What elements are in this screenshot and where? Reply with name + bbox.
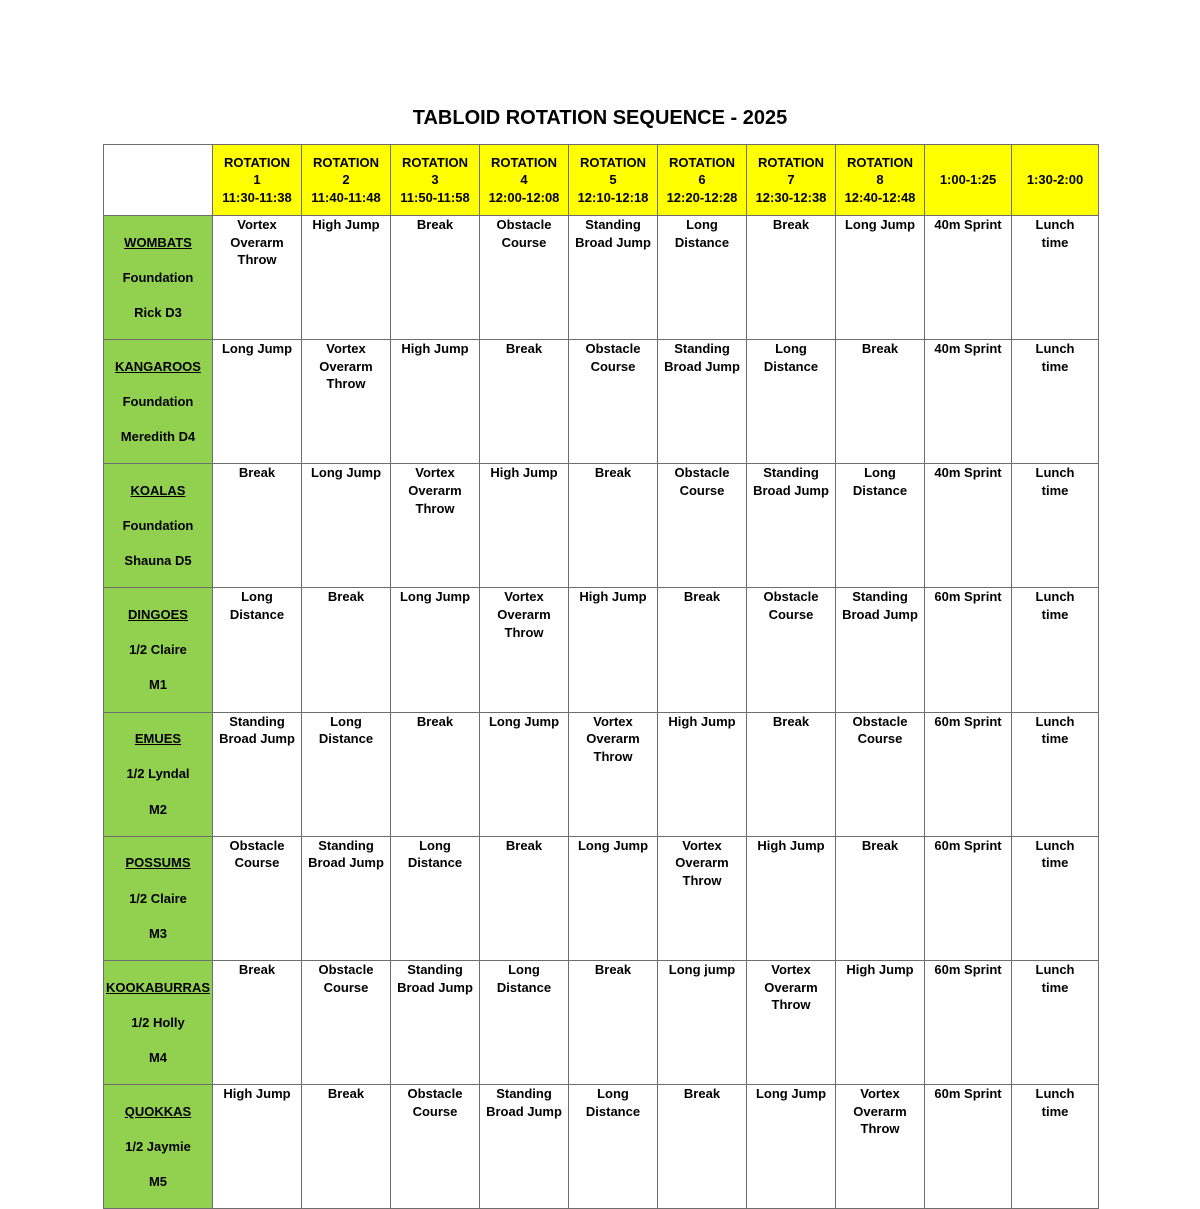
activity-cell: Long Distance — [836, 464, 925, 588]
activity-cell: Break — [836, 340, 925, 464]
activity-cell: Vortex Overarm Throw — [658, 836, 747, 960]
activity-cell: Obstacle Course — [658, 464, 747, 588]
lunch-cell: Lunch time — [1012, 216, 1099, 340]
activity-cell: Long Jump — [480, 712, 569, 836]
table-row — [104, 340, 1099, 464]
activity-cell: High Jump — [391, 340, 480, 464]
activity-cell: High Jump — [302, 216, 391, 340]
activity-cell: Break — [213, 960, 302, 1084]
sprint-cell: 60m Sprint — [925, 1085, 1012, 1209]
activity-cell: Break — [302, 1085, 391, 1209]
activity-cell: Break — [658, 588, 747, 712]
lunch-cell: Lunch time — [1012, 1085, 1099, 1209]
activity-cell: Obstacle Course — [569, 340, 658, 464]
team-name: WOMBATS — [124, 234, 192, 250]
team-teacher: M5 — [148, 1174, 168, 1190]
team-name: KOALAS — [130, 482, 186, 498]
sprint-cell: 40m Sprint — [925, 340, 1012, 464]
activity-cell: Standing Broad Jump — [391, 960, 480, 1084]
team-class: Foundation — [122, 269, 194, 285]
activity-cell: Break — [213, 464, 302, 588]
activity-cell: Long Distance — [658, 216, 747, 340]
activity-cell: Long Jump — [391, 588, 480, 712]
lunch-cell: Lunch time — [1012, 836, 1099, 960]
table-row — [104, 588, 1099, 712]
lunch-cell: Lunch time — [1012, 712, 1099, 836]
team-class: 1/2 Claire — [129, 890, 187, 906]
activity-cell: Break — [569, 464, 658, 588]
lunch-cell: Lunch time — [1012, 340, 1099, 464]
activity-cell: Break — [658, 1085, 747, 1209]
activity-cell: High Jump — [569, 588, 658, 712]
team-name: POSSUMS — [125, 855, 191, 871]
sprint-cell: 60m Sprint — [925, 588, 1012, 712]
activity-cell: Standing Broad Jump — [747, 464, 836, 588]
activity-cell: Long Jump — [747, 1085, 836, 1209]
table-row — [104, 712, 1099, 836]
sprint-cell: 40m Sprint — [925, 464, 1012, 588]
activity-cell: Break — [391, 712, 480, 836]
activity-cell: Vortex Overarm Throw — [480, 588, 569, 712]
team-teacher: M1 — [148, 677, 168, 693]
activity-cell: Standing Broad Jump — [480, 1085, 569, 1209]
team-cell — [104, 340, 213, 464]
team-teacher: M3 — [148, 925, 168, 941]
activity-cell: Break — [747, 712, 836, 836]
header-rotation-8: ROTATION 8 12:40-12:48 — [836, 145, 925, 216]
sprint-cell: 60m Sprint — [925, 836, 1012, 960]
activity-cell: High Jump — [658, 712, 747, 836]
team-class: Foundation — [122, 393, 194, 409]
header-lunch-time: 1:30-2:00 — [1012, 145, 1099, 216]
activity-cell: Break — [480, 340, 569, 464]
activity-cell: Obstacle Course — [391, 1085, 480, 1209]
activity-cell: Long Jump — [836, 216, 925, 340]
header-sprint-time: 1:00-1:25 — [925, 145, 1012, 216]
activity-cell: Break — [391, 216, 480, 340]
activity-cell: Long Distance — [213, 588, 302, 712]
sprint-cell: 60m Sprint — [925, 960, 1012, 1084]
activity-cell: Break — [480, 836, 569, 960]
team-teacher: Meredith D4 — [120, 429, 196, 445]
header-rotation-4: ROTATION 4 12:00-12:08 — [480, 145, 569, 216]
activity-cell: Long Distance — [747, 340, 836, 464]
table-row — [104, 216, 1099, 340]
activity-cell: High Jump — [213, 1085, 302, 1209]
page-title: TABLOID ROTATION SEQUENCE - 2025 — [412, 107, 788, 129]
activity-cell: Vortex Overarm Throw — [836, 1085, 925, 1209]
lunch-cell: Lunch time — [1012, 960, 1099, 1084]
team-name: KOOKABURRAS — [106, 979, 210, 995]
team-teacher: Rick D3 — [134, 304, 182, 320]
team-class: 1/2 Lyndal — [126, 766, 190, 782]
team-cell — [104, 960, 213, 1084]
sprint-cell: 40m Sprint — [925, 216, 1012, 340]
activity-cell: Break — [747, 216, 836, 340]
activity-cell: Long Jump — [213, 340, 302, 464]
rotation-table — [103, 144, 1099, 1209]
team-name: EMUES — [134, 731, 182, 747]
activity-cell: Obstacle Course — [302, 960, 391, 1084]
table-row — [104, 960, 1099, 1084]
team-class: Foundation — [122, 518, 194, 534]
team-cell — [104, 1085, 213, 1209]
activity-cell: High Jump — [747, 836, 836, 960]
header-rotation-3: ROTATION 3 11:50-11:58 — [391, 145, 480, 216]
activity-cell: Break — [836, 836, 925, 960]
team-cell — [104, 836, 213, 960]
activity-cell: Break — [302, 588, 391, 712]
team-class: 1/2 Claire — [129, 642, 187, 658]
team-teacher: Shauna D5 — [124, 553, 192, 569]
team-name: QUOKKAS — [124, 1103, 192, 1119]
table-row — [104, 464, 1099, 588]
activity-cell: Vortex Overarm Throw — [213, 216, 302, 340]
activity-cell: Standing Broad Jump — [302, 836, 391, 960]
header-rotation-1: ROTATION 1 11:30-11:38 — [213, 145, 302, 216]
team-teacher: M2 — [148, 801, 168, 817]
activity-cell: Vortex Overarm Throw — [302, 340, 391, 464]
team-name: KANGAROOS — [115, 358, 201, 374]
activity-cell: High Jump — [480, 464, 569, 588]
header-rotation-5: ROTATION 5 12:10-12:18 — [569, 145, 658, 216]
activity-cell: Obstacle Course — [747, 588, 836, 712]
header-rotation-2: ROTATION 2 11:40-11:48 — [302, 145, 391, 216]
lunch-cell: Lunch time — [1012, 464, 1099, 588]
header-rotation-6: ROTATION 6 12:20-12:28 — [658, 145, 747, 216]
activity-cell: Vortex Overarm Throw — [569, 712, 658, 836]
activity-cell: Long Jump — [302, 464, 391, 588]
activity-cell: Standing Broad Jump — [569, 216, 658, 340]
activity-cell: Obstacle Course — [213, 836, 302, 960]
lunch-cell: Lunch time — [1012, 588, 1099, 712]
activity-cell: Standing Broad Jump — [213, 712, 302, 836]
activity-cell: Long Jump — [569, 836, 658, 960]
team-cell — [104, 712, 213, 836]
activity-cell: Break — [569, 960, 658, 1084]
sprint-cell: 60m Sprint — [925, 712, 1012, 836]
table-row — [104, 836, 1099, 960]
activity-cell: Vortex Overarm Throw — [391, 464, 480, 588]
activity-cell: Long Distance — [391, 836, 480, 960]
team-cell — [104, 588, 213, 712]
header-rotation-7: ROTATION 7 12:30-12:38 — [747, 145, 836, 216]
table-row — [104, 1085, 1099, 1209]
activity-cell: Standing Broad Jump — [836, 588, 925, 712]
header-row — [104, 145, 1099, 216]
team-class: 1/2 Jaymie — [125, 1138, 191, 1154]
team-cell — [104, 216, 213, 340]
activity-cell: Long Distance — [569, 1085, 658, 1209]
activity-cell: High Jump — [836, 960, 925, 1084]
activity-cell: Long Distance — [480, 960, 569, 1084]
activity-cell: Long Distance — [302, 712, 391, 836]
team-name: DINGOES — [128, 607, 188, 623]
activity-cell: Obstacle Course — [480, 216, 569, 340]
activity-cell: Obstacle Course — [836, 712, 925, 836]
activity-cell: Standing Broad Jump — [658, 340, 747, 464]
team-cell — [104, 464, 213, 588]
header-corner — [104, 145, 213, 216]
team-class: 1/2 Holly — [131, 1014, 185, 1030]
activity-cell: Long jump — [658, 960, 747, 1084]
team-teacher: M4 — [148, 1049, 168, 1065]
activity-cell: Vortex Overarm Throw — [747, 960, 836, 1084]
